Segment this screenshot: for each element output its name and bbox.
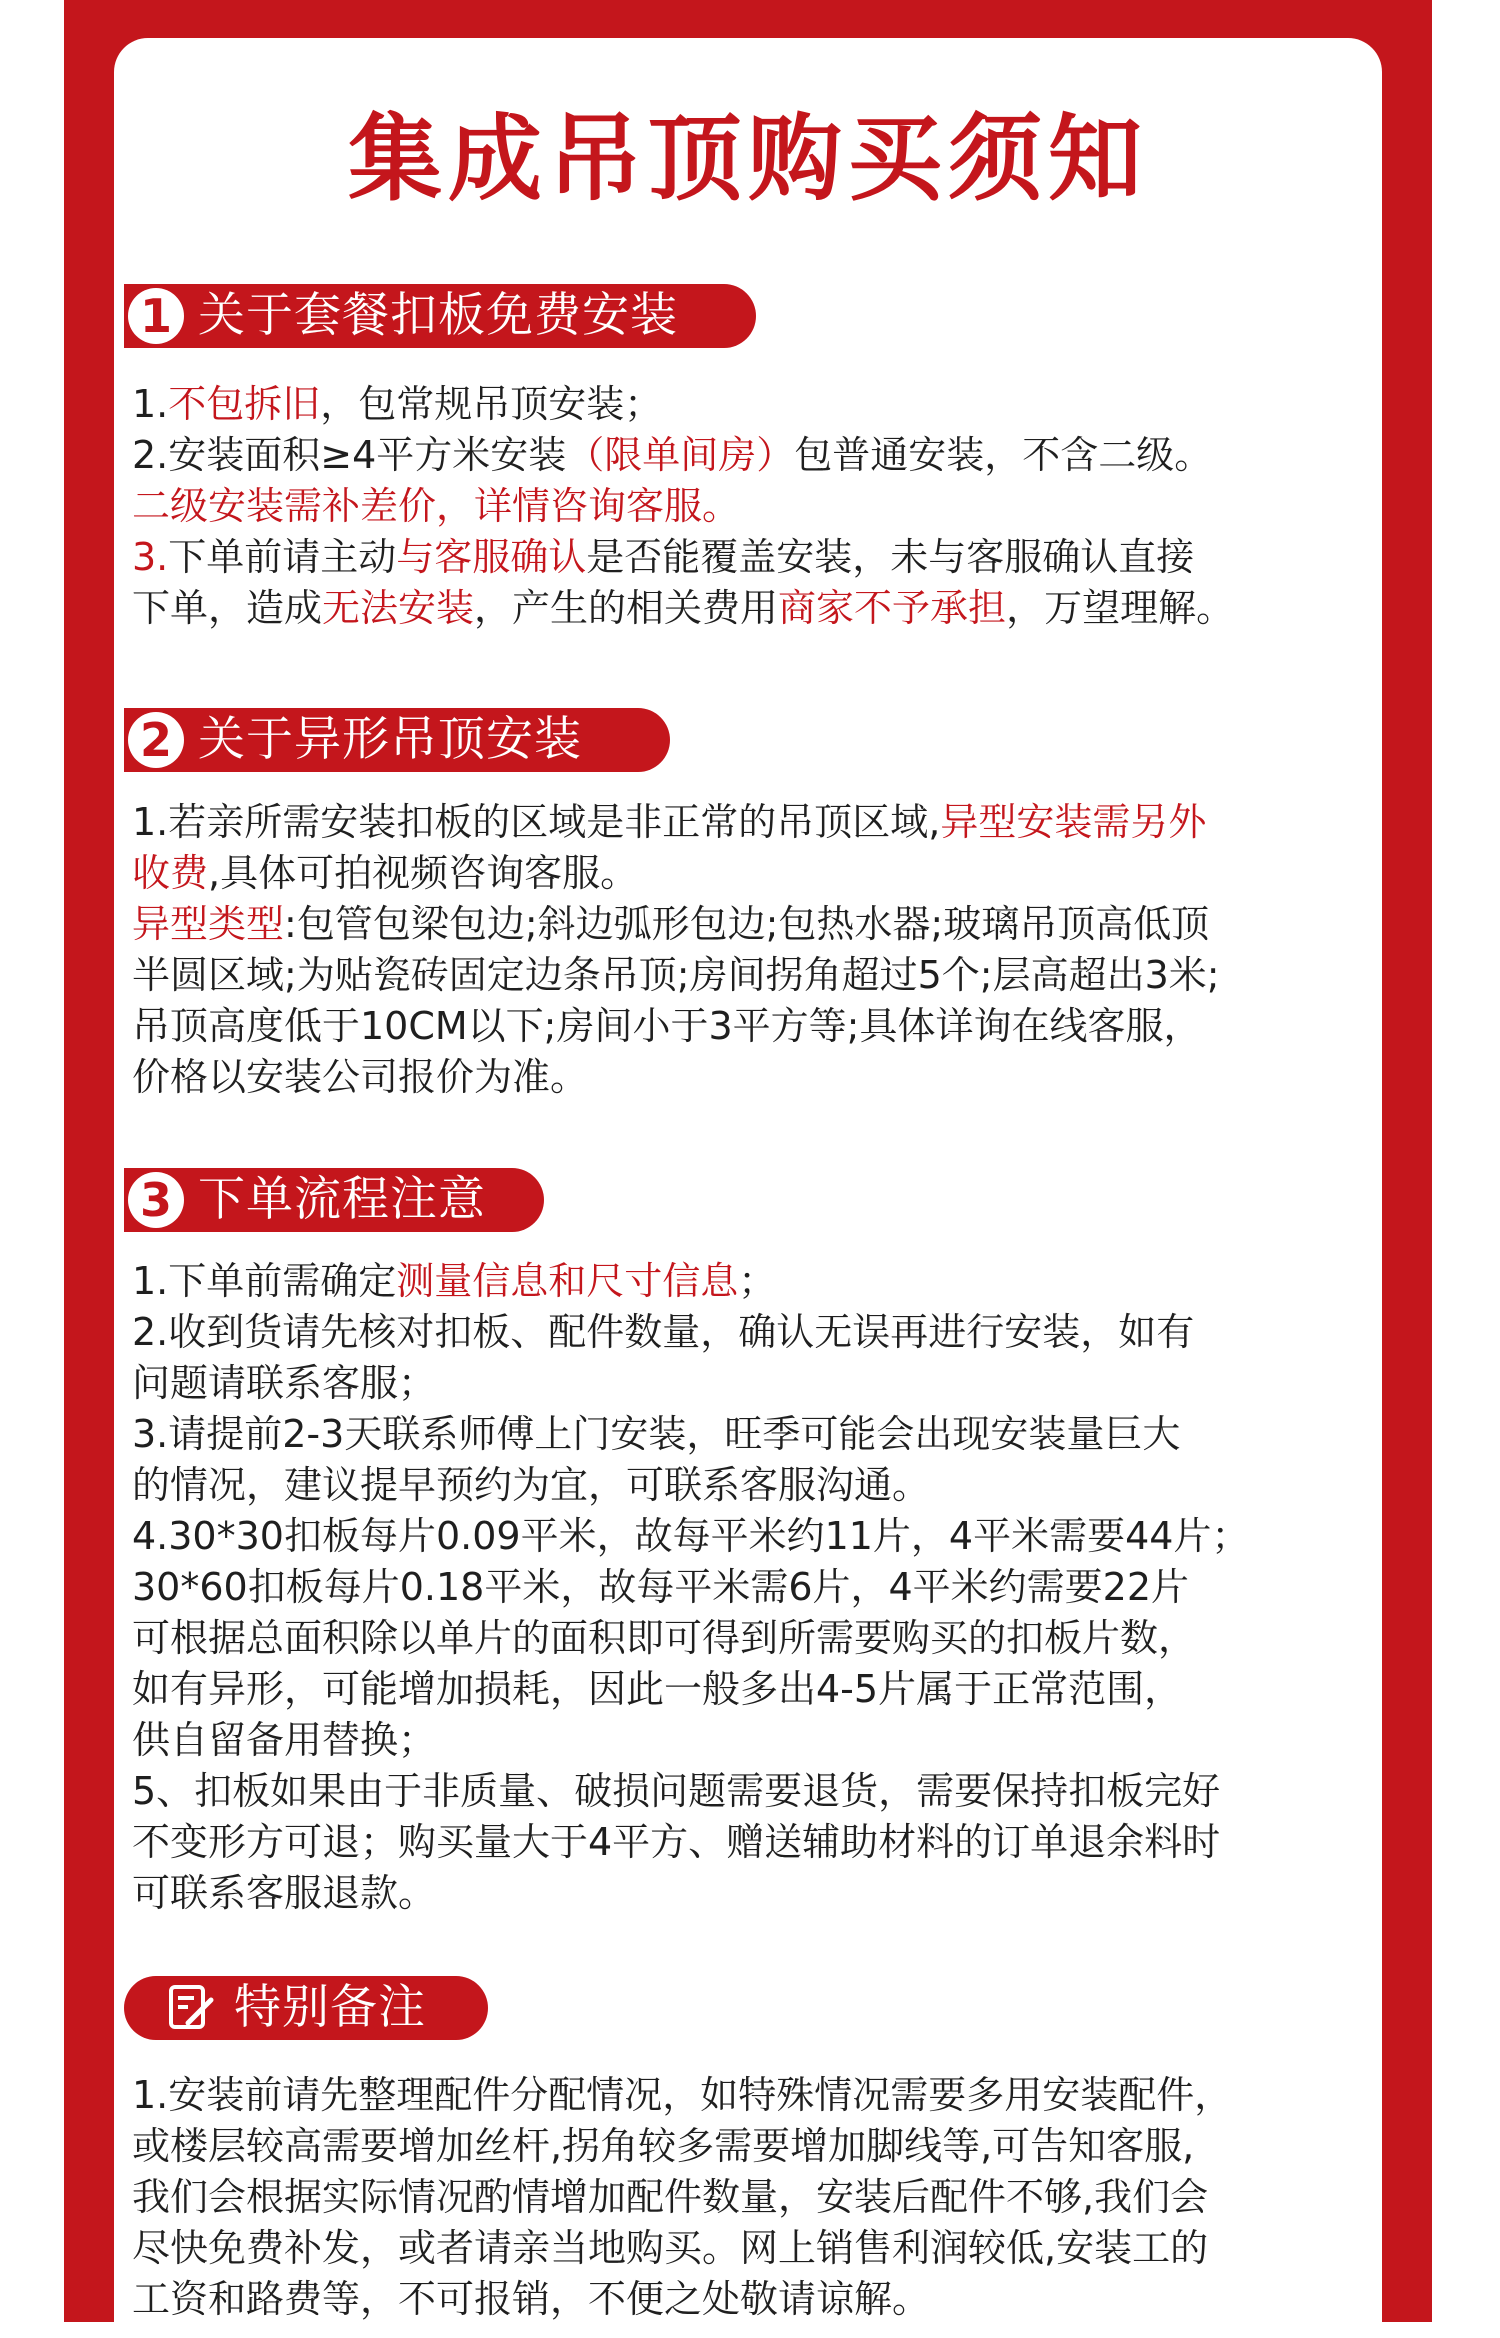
body-text: 问题请联系客服； <box>132 1361 437 1405</box>
body-text: 1.下单前需确定 <box>132 1259 397 1303</box>
body-text: 可根据总面积除以单片的面积即可得到所需要购买的扣板片数， <box>132 1616 1197 1660</box>
text-line <box>132 1001 1372 1052</box>
body-text: 或楼层较高需要增加丝杆,拐角较多需要增加脚线等,可告知客服, <box>132 2124 1195 2168</box>
section-1-number: 1 <box>128 288 184 344</box>
body-text: 1. <box>132 382 169 426</box>
text-line <box>132 379 1372 430</box>
body-text: 可联系客服退款。 <box>132 1871 437 1915</box>
text-line <box>132 848 1372 899</box>
highlight-text: 异型类型 <box>132 902 285 946</box>
text-line <box>132 950 1372 1001</box>
text-line <box>132 532 1372 583</box>
body-text: 的情况，建议提早预约为宜，可联系客服沟通。 <box>132 1463 931 1507</box>
text-line <box>132 1664 1372 1715</box>
highlight-text: 与客服确认 <box>396 535 587 579</box>
text-line <box>132 2274 1372 2325</box>
text-line <box>132 1613 1372 1664</box>
body-text: 5、扣板如果由于非质量、破损问题需要退货，需要保持扣板完好 <box>132 1769 1221 1813</box>
section-3-body <box>132 1256 1372 1919</box>
body-text: 30*60扣板每片0.18平米，故每平米需6片，4平米约需要22片 <box>132 1565 1190 1609</box>
body-text: 半圆区域;为贴瓷砖固定边条吊顶;房间拐角超过5个;层高超出3米; <box>132 953 1220 997</box>
section-2-number: 2 <box>128 712 184 768</box>
body-text: ，产生的相关费用 <box>474 586 779 630</box>
body-text: 工资和路费等，不可报销，不便之处敬请谅解。 <box>132 2277 931 2321</box>
text-line <box>132 1715 1372 1766</box>
text-line <box>132 2223 1372 2274</box>
text-line <box>132 2172 1372 2223</box>
highlight-text: 异型安装需另外 <box>940 800 1207 844</box>
body-text: 下单，造成 <box>132 586 323 630</box>
section-3-number: 3 <box>128 1172 184 1228</box>
highlight-text: （限单间房） <box>566 433 795 477</box>
text-line <box>132 899 1372 950</box>
text-line <box>132 1868 1372 1919</box>
text-line <box>132 430 1372 481</box>
text-line <box>132 1511 1372 1562</box>
body-text: 我们会根据实际情况酌情增加配件数量，安装后配件不够,我们会 <box>132 2175 1209 2219</box>
body-text: 1.安装前请先整理配件分配情况，如特殊情况需要多用安装配件， <box>132 2073 1233 2117</box>
section-3-title: 下单流程注意 <box>198 1172 486 1227</box>
body-text: 下单前请主动 <box>168 535 397 579</box>
special-notes-header <box>124 1976 488 2040</box>
text-line <box>132 797 1372 848</box>
text-line <box>132 1766 1372 1817</box>
text-line <box>132 2121 1372 2172</box>
special-notes-title: 特别备注 <box>234 1980 426 2035</box>
section-1-title: 关于套餐扣板免费安装 <box>198 288 678 343</box>
body-text: 1.若亲所需安装扣板的区域是非正常的吊顶区域, <box>132 800 941 844</box>
body-text: 2.收到货请先核对扣板、配件数量，确认无误再进行安装，如有 <box>132 1310 1195 1354</box>
body-text: 3.请提前2-3天联系师傅上门安装，旺季可能会出现安装量巨大 <box>132 1412 1181 1456</box>
section-3-header <box>124 1168 544 1232</box>
text-line <box>132 1307 1372 1358</box>
body-text: :包管包梁包边;斜边弧形包边;包热水器;玻璃吊顶高低顶 <box>284 902 1210 946</box>
body-text: 不变形方可退；购买量大于4平方、赠送辅助材料的订单退余料时 <box>132 1820 1221 1864</box>
text-line <box>132 583 1372 634</box>
section-1-body <box>132 379 1372 634</box>
body-text: ，包常规吊顶安装； <box>320 382 663 426</box>
highlight-text: 3. <box>132 535 169 579</box>
special-notes-body <box>132 2070 1372 2325</box>
text-line <box>132 1460 1372 1511</box>
highlight-text: 二级安装需补差价，详情咨询客服。 <box>132 484 741 528</box>
text-line <box>132 481 1372 532</box>
body-text: 价格以安装公司报价为准。 <box>132 1055 589 1099</box>
text-line <box>132 2070 1372 2121</box>
highlight-text: 收费 <box>132 851 209 895</box>
body-text: 包普通安装，不含二级。 <box>794 433 1213 477</box>
highlight-text: 无法安装 <box>322 586 475 630</box>
section-1-header <box>124 284 756 348</box>
highlight-text: 不包拆旧 <box>168 382 321 426</box>
body-text: 吊顶高度低于10CM以下;房间小于3平方等;具体详询在线客服， <box>132 1004 1202 1048</box>
body-text: 如有异形，可能增加损耗，因此一般多出4-5片属于正常范围， <box>132 1667 1183 1711</box>
text-line <box>132 1052 1372 1103</box>
text-line <box>132 1358 1372 1409</box>
page-title: 集成吊顶购买须知 <box>347 105 1148 214</box>
text-line <box>132 1562 1372 1613</box>
body-text: 2.安装面积≥4平方米安装 <box>132 433 567 477</box>
text-line <box>132 1409 1372 1460</box>
highlight-text: 测量信息和尺寸信息 <box>396 1259 739 1303</box>
section-2-header <box>124 708 670 772</box>
body-text: 供自留备用替换； <box>132 1718 437 1762</box>
body-text: 是否能覆盖安装，未与客服确认直接 <box>586 535 1195 579</box>
section-2-body <box>132 797 1372 1103</box>
body-text: ； <box>738 1259 777 1303</box>
text-line <box>132 1817 1372 1868</box>
body-text: 4.30*30扣板每片0.09平米，故每平米约11片，4平米需要44片； <box>132 1514 1250 1558</box>
text-line <box>132 1256 1372 1307</box>
body-text: 尽快免费补发，或者请亲当地购买。网上销售利润较低,安装工的 <box>132 2226 1209 2270</box>
body-text: ,具体可拍视频咨询客服。 <box>208 851 639 895</box>
note-edit-icon <box>164 1980 220 2036</box>
body-text: ，万望理解。 <box>1006 586 1235 630</box>
section-2-title: 关于异形吊顶安装 <box>198 712 582 767</box>
highlight-text: 商家不予承担 <box>778 586 1007 630</box>
